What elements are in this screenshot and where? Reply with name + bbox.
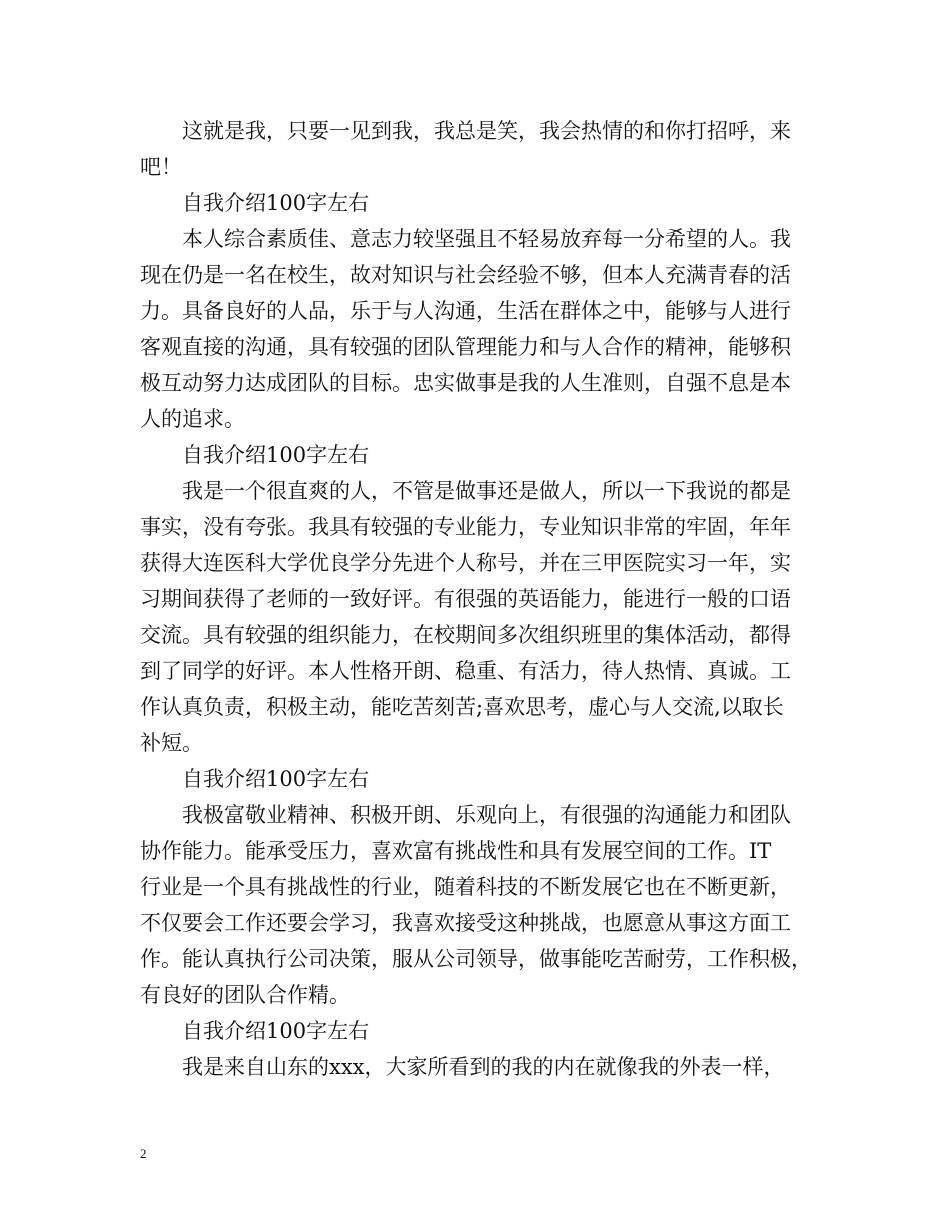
paragraph-line: 有良好的团队合作精。 <box>140 983 350 1007</box>
paragraph-line: 到了同学的好评。本人性格开朗、稳重、有活力，待人热情、真诚。工 <box>140 659 791 683</box>
paragraph-line: 行业是一个具有挑战性的行业，随着科技的不断发展它也在不断更新， <box>140 875 791 899</box>
paragraph-line: 补短。 <box>140 731 203 755</box>
paragraph-line: 吧！ <box>140 155 182 179</box>
paragraph-line: 极互动努力达成团队的目标。忠实做事是我的人生准则，自强不息是本 <box>140 371 791 395</box>
paragraph-line: 人的追求。 <box>140 407 245 431</box>
paragraph-line: 协作能力。能承受压力，喜欢富有挑战性和具有发展空间的工作。IT <box>140 839 772 863</box>
paragraph-line: 我极富敬业精神、积极开朗、乐观向上，有很强的沟通能力和团队 <box>182 803 791 827</box>
paragraph-line: 获得大连医科大学优良学分先进个人称号，并在三甲医院实习一年，实 <box>140 551 791 575</box>
paragraph-line: 本人综合素质佳、意志力较坚强且不轻易放弃每一分希望的人。我 <box>182 227 791 251</box>
page-number: 2 <box>140 1146 147 1161</box>
paragraph-line: 作认真负责，积极主动，能吃苦刻苦;喜欢思考，虚心与人交流,以取长 <box>140 695 784 719</box>
paragraph-line: 不仅要会工作还要会学习，我喜欢接受这种挑战，也愿意从事这方面工 <box>140 911 791 935</box>
paragraph-line: 事实，没有夸张。我具有较强的专业能力，专业知识非常的牢固，年年 <box>140 515 791 539</box>
paragraph-line: 我是来自山东的xxx，大家所看到的我的内在就像我的外表一样， <box>182 1055 785 1079</box>
paragraph-line: 力。具备良好的人品，乐于与人沟通，生活在群体之中，能够与人进行 <box>140 299 791 323</box>
section-heading: 自我介绍100字左右 <box>182 767 370 791</box>
paragraph-line: 交流。具有较强的组织能力，在校期间多次组织班里的集体活动，都得 <box>140 623 791 647</box>
paragraph-line: 这就是我，只要一见到我，我总是笑，我会热情的和你打招呼，来 <box>182 119 791 143</box>
paragraph-line: 我是一个很直爽的人，不管是做事还是做人，所以一下我说的都是 <box>182 479 791 503</box>
section-heading: 自我介绍100字左右 <box>182 191 370 215</box>
paragraph-line: 习期间获得了老师的一致好评。有很强的英语能力，能进行一般的口语 <box>140 587 791 611</box>
paragraph-line: 现在仍是一名在校生，故对知识与社会经验不够，但本人充满青春的活 <box>140 263 791 287</box>
section-heading: 自我介绍100字左右 <box>182 443 370 467</box>
section-heading: 自我介绍100字左右 <box>182 1019 370 1043</box>
paragraph-line: 作。能认真执行公司决策，服从公司领导，做事能吃苦耐劳，工作积极， <box>140 947 812 971</box>
paragraph-line: 客观直接的沟通，具有较强的团队管理能力和与人合作的精神，能够积 <box>140 335 791 359</box>
